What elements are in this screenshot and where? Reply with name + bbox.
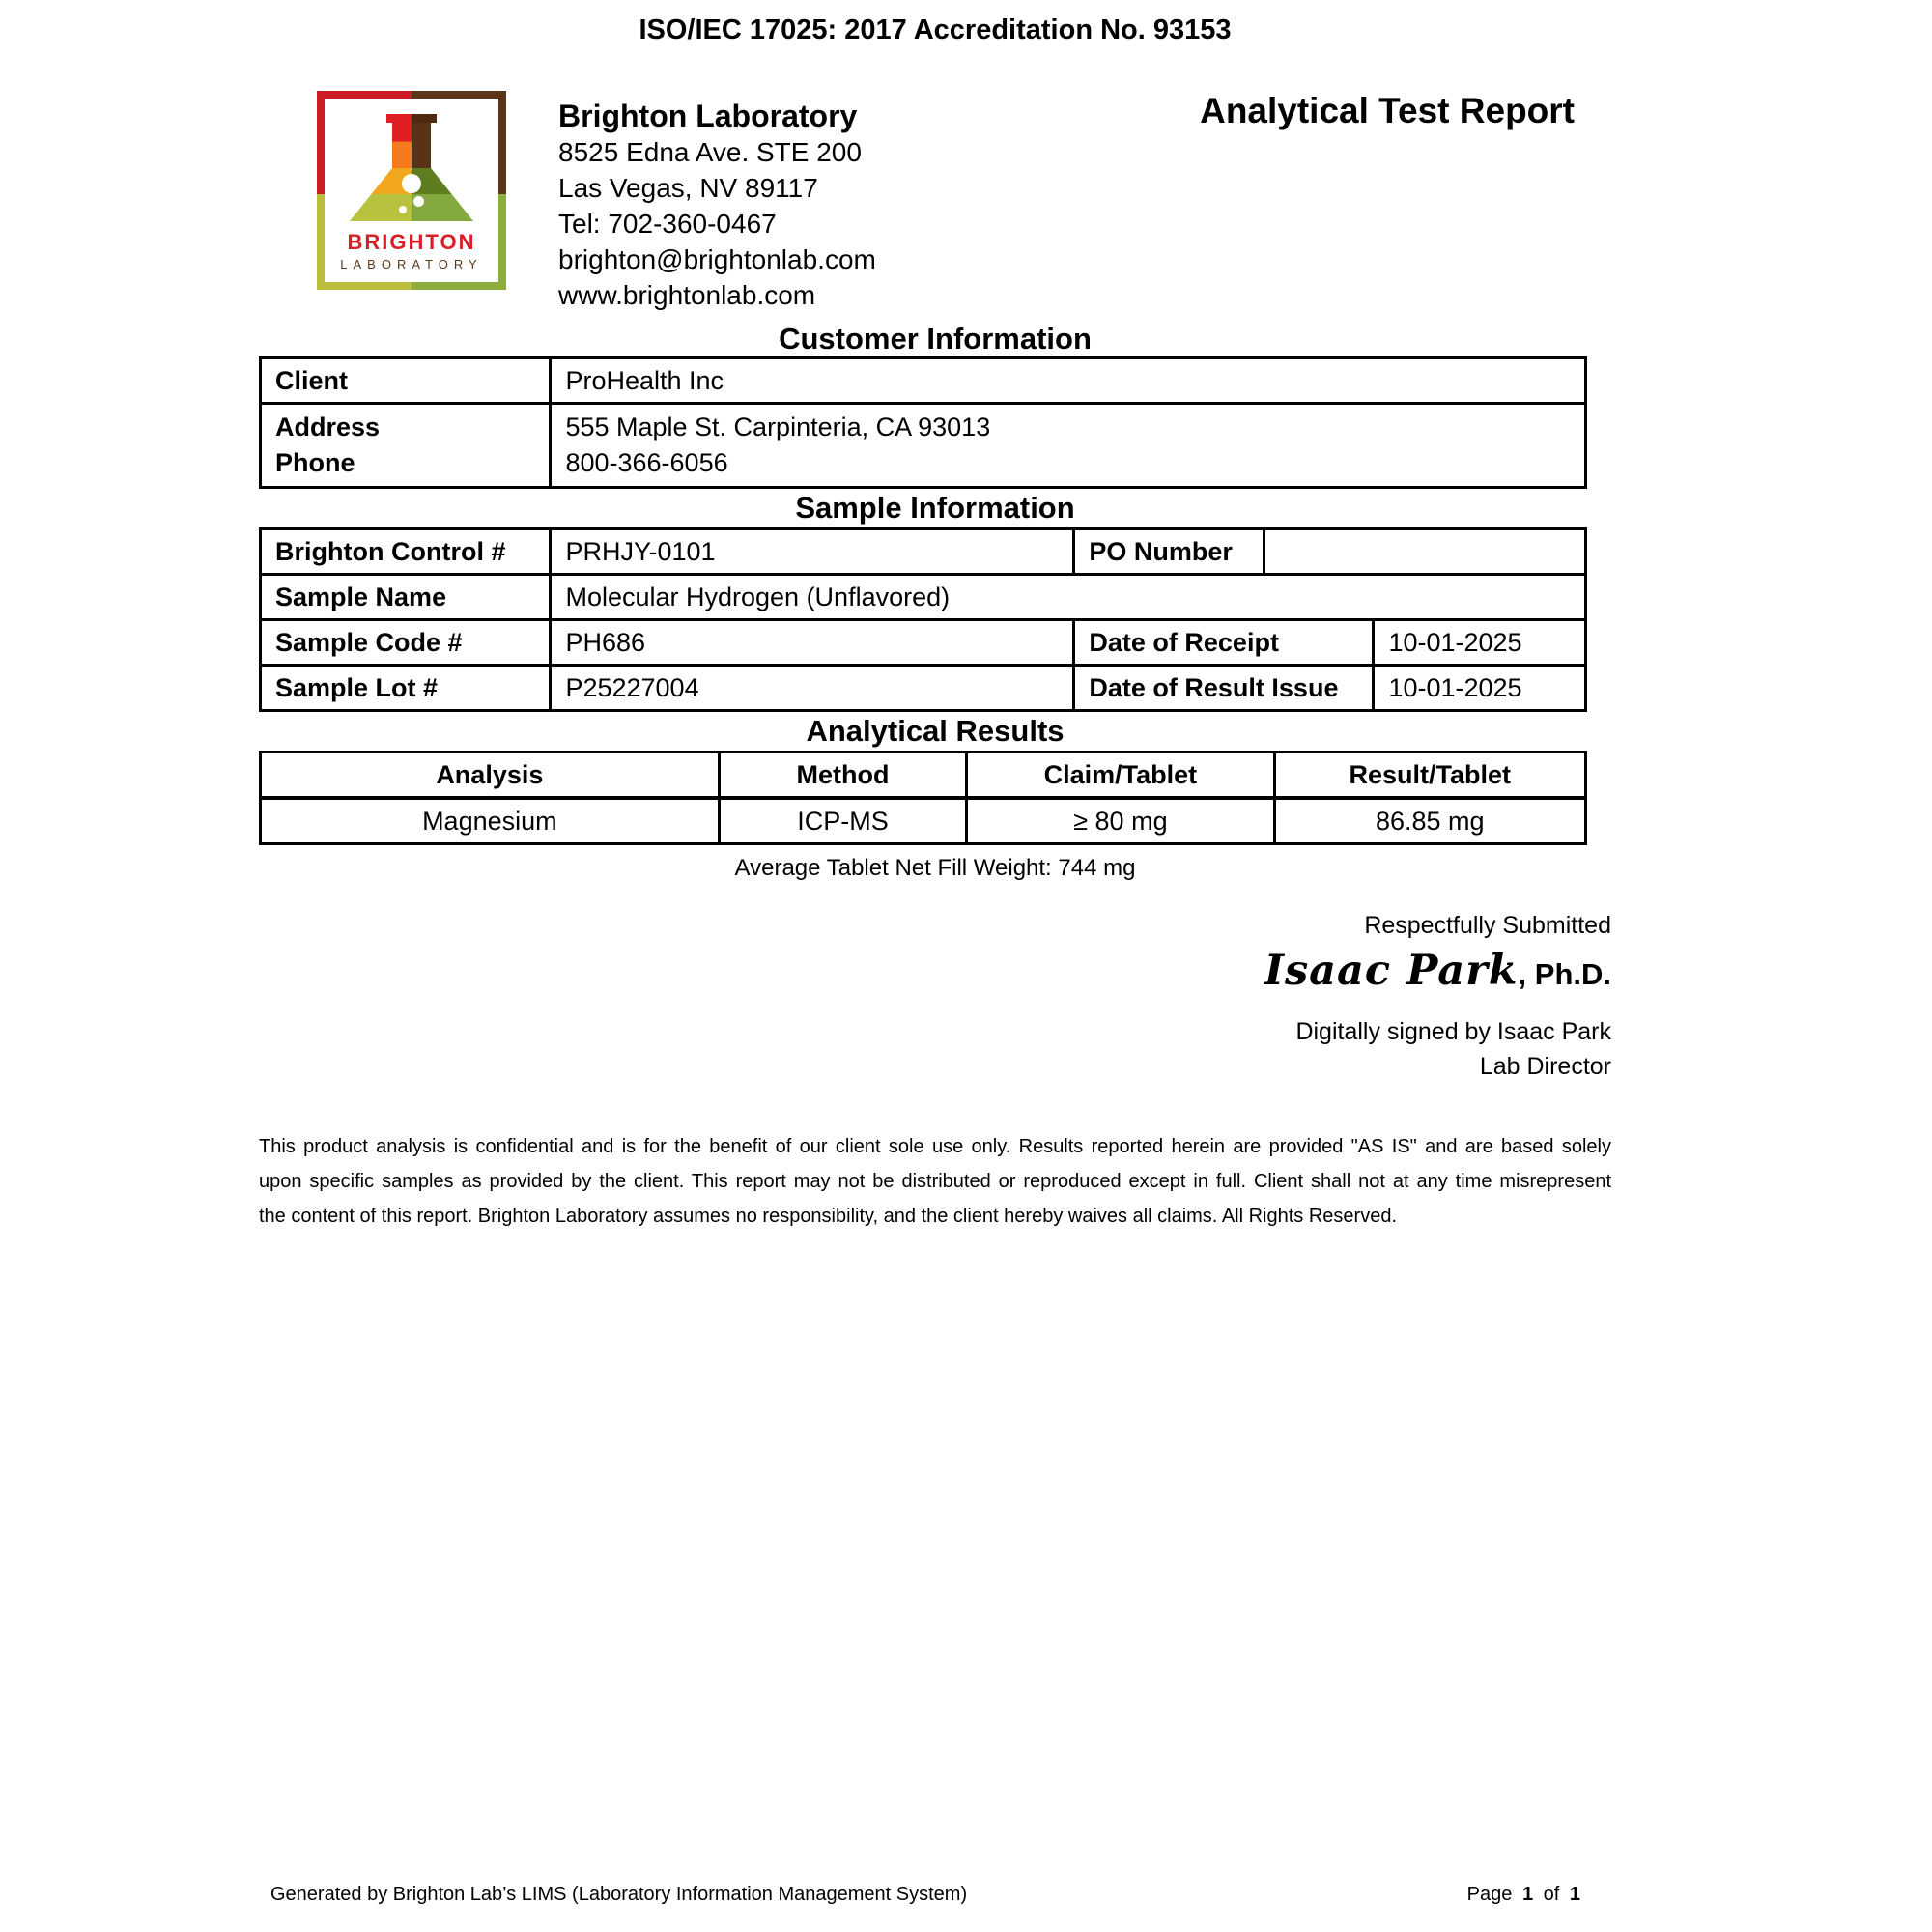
lab-name: Brighton Laboratory bbox=[558, 99, 858, 133]
of-word: of bbox=[1543, 1884, 1560, 1905]
results-data-row bbox=[261, 798, 1586, 844]
page-total: 1 bbox=[1569, 1884, 1580, 1905]
lab-address-line-2: Las Vegas, NV 89117 bbox=[558, 173, 818, 203]
lab-address-line-1: 8525 Edna Ave. STE 200 bbox=[558, 137, 862, 167]
table-row bbox=[261, 529, 1586, 575]
flask-bubble bbox=[402, 174, 421, 193]
address-phone-label-cell bbox=[261, 404, 551, 488]
signature-name-line bbox=[259, 948, 1611, 1004]
report-title: Analytical Test Report bbox=[1200, 91, 1575, 130]
client-value-cell: ProHealth Inc bbox=[551, 358, 1586, 404]
signature-block bbox=[259, 911, 1611, 1081]
sample-name-label-cell: Sample Name bbox=[261, 575, 551, 620]
sample-lot-value-cell: P25227004 bbox=[551, 666, 1074, 711]
logo-brand-text: BRIGHTON bbox=[347, 230, 476, 254]
date-issue-value-cell: 10-01-2025 bbox=[1374, 666, 1586, 711]
results-header-row bbox=[261, 753, 1586, 799]
column-header-claim: Claim/Tablet bbox=[967, 753, 1274, 799]
po-number-label-cell: PO Number bbox=[1074, 529, 1264, 575]
report-header bbox=[259, 91, 1611, 312]
table-row bbox=[261, 666, 1586, 711]
accreditation-header: ISO/IEC 17025: 2017 Accreditation No. 93153 bbox=[639, 14, 1232, 45]
lab-email: brighton@brightonlab.com bbox=[558, 244, 876, 274]
result-cell: 86.85 mg bbox=[1274, 798, 1585, 844]
table-row bbox=[261, 620, 1586, 666]
analytical-results-table bbox=[259, 751, 1587, 845]
date-receipt-value-cell: 10-01-2025 bbox=[1374, 620, 1586, 666]
address-value: 555 Maple St. Carpinteria, CA 93013 bbox=[565, 412, 991, 441]
date-issue-label-cell: Date of Result Issue bbox=[1074, 666, 1374, 711]
flask-bubble bbox=[399, 206, 407, 213]
signer-role-text: Lab Director bbox=[1479, 1053, 1611, 1080]
section-title-customer-information: Customer Information bbox=[779, 322, 1092, 355]
sample-lot-label-cell: Sample Lot # bbox=[261, 666, 551, 711]
client-label-cell: Client bbox=[261, 358, 551, 404]
page-word: Page bbox=[1466, 1884, 1513, 1905]
respectfully-submitted-text: Respectfully Submitted bbox=[1364, 912, 1611, 939]
logo-border-bottom bbox=[317, 282, 506, 290]
column-header-result: Result/Tablet bbox=[1274, 753, 1585, 799]
page-footer bbox=[270, 1882, 1580, 1907]
claim-cell: ≥ 80 mg bbox=[967, 798, 1274, 844]
flask-icon bbox=[350, 114, 473, 221]
sample-information-table bbox=[259, 527, 1587, 712]
digitally-signed-text: Digitally signed by Isaac Park bbox=[1295, 1018, 1611, 1045]
lab-contact-block bbox=[558, 91, 876, 312]
footer-generated-by: Generated by Brighton Lab’s LIMS (Laboratory Information Management System) bbox=[270, 1884, 968, 1905]
lab-phone: Tel: 702-360-0467 bbox=[558, 209, 777, 239]
phone-value: 800-366-6056 bbox=[565, 448, 728, 477]
report-body bbox=[259, 0, 1611, 1234]
section-title-sample-information: Sample Information bbox=[795, 491, 1075, 525]
section-title-analytical-results: Analytical Results bbox=[806, 714, 1065, 748]
signature-script-name: Isaac Park bbox=[1264, 947, 1519, 995]
analysis-cell: Magnesium bbox=[261, 798, 720, 844]
disclaimer-line: the content of this report. Brighton Laboratory assumes no responsibility, and the client hereby waives all claims. All Rights Reserved. bbox=[259, 1206, 1397, 1227]
average-fill-weight-note: Average Tablet Net Fill Weight: 744 mg bbox=[734, 855, 1136, 881]
date-receipt-label-cell: Date of Receipt bbox=[1074, 620, 1374, 666]
phone-label: Phone bbox=[275, 448, 355, 477]
column-header-analysis: Analysis bbox=[261, 753, 720, 799]
customer-information-table bbox=[259, 356, 1587, 489]
disclaimer-line: This product analysis is confidential and is for the benefit of our client sole use only. Results reported herein are provided "AS IS" and are based solely bbox=[259, 1136, 1611, 1157]
logo-sub-text: LABORATORY bbox=[340, 257, 483, 271]
signature-name-suffix: , Ph.D. bbox=[1518, 957, 1611, 991]
table-row bbox=[261, 358, 1586, 404]
sample-code-label-cell: Sample Code # bbox=[261, 620, 551, 666]
disclaimer-line: upon specific samples as provided by the client. This report may not be distributed or reproduced except in full. Client shall not at any time misrepresent bbox=[259, 1171, 1611, 1192]
table-row bbox=[261, 575, 1586, 620]
control-number-value-cell: PRHJY-0101 bbox=[551, 529, 1074, 575]
logo-border-top bbox=[317, 91, 506, 99]
lab-website: www.brightonlab.com bbox=[558, 280, 816, 310]
sample-name-value-cell: Molecular Hydrogen (Unflavored) bbox=[551, 575, 1586, 620]
flask-bubble bbox=[413, 196, 424, 207]
footer-page-indicator bbox=[1467, 1882, 1580, 1907]
po-number-value-cell bbox=[1264, 529, 1585, 575]
address-phone-value-cell bbox=[551, 404, 1586, 488]
method-cell: ICP-MS bbox=[719, 798, 967, 844]
page-number: 1 bbox=[1521, 1884, 1534, 1905]
brighton-logo bbox=[317, 91, 506, 290]
column-header-method: Method bbox=[719, 753, 967, 799]
address-label: Address bbox=[275, 412, 381, 441]
control-number-label-cell: Brighton Control # bbox=[261, 529, 551, 575]
sample-code-value-cell: PH686 bbox=[551, 620, 1074, 666]
table-row bbox=[261, 404, 1586, 488]
disclaimer-text bbox=[259, 1129, 1611, 1234]
